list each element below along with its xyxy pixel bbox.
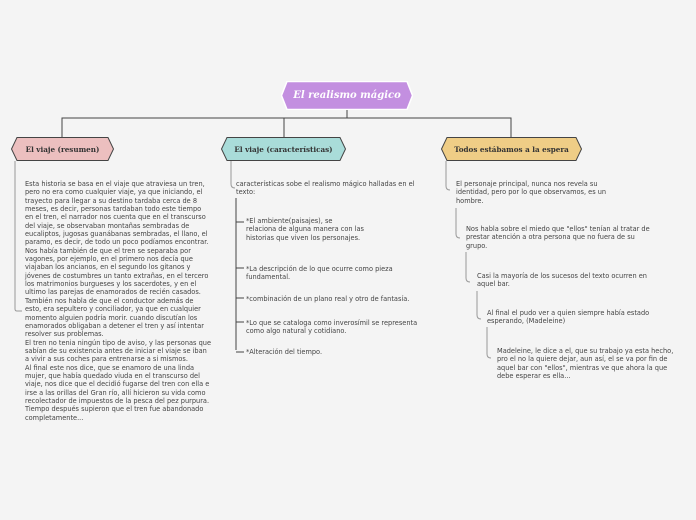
link-espera-4	[487, 327, 491, 358]
branch-topic-espera[interactable]	[441, 137, 582, 161]
link-espera-0	[446, 161, 450, 190]
branch-topic-caracteristicas[interactable]	[221, 137, 346, 161]
branch-topic-espera-label: Todos estábamos a la espera	[454, 144, 569, 154]
link-espera-3	[477, 291, 481, 319]
caracteristica-item[interactable]: *El ambiente(paisajes), se relaciona de alguna manera con las historias que viven los personajes.	[246, 217, 367, 242]
branch-topic-resumen-label: El viaje (resumen)	[25, 144, 100, 154]
caracteristica-item[interactable]: *combinación de un plano real y otro de fantasía.	[246, 295, 410, 303]
espera-item[interactable]: Madeleine, le dice a el, que su trabajo ya esta hecho, pro el no la quiere dejar, aun así, el se va por fin de aquel bar con "ellos", mientras ve que ahora la que debe esperar es ella...	[497, 347, 676, 381]
branch-topic-resumen[interactable]	[11, 137, 114, 161]
caracteristica-item[interactable]: *La descripción de lo que ocurre como pieza fundamental.	[246, 265, 395, 282]
caracteristica-item[interactable]: *Lo que se cataloga como inverosímil se representa como algo natural y cotidiano.	[246, 319, 420, 336]
root-topic-label: El realismo mágico	[293, 90, 401, 101]
link-caract-intro	[231, 161, 235, 188]
caracteristicas-intro[interactable]: características sobe el realismo mágico halladas en el texto:	[236, 180, 417, 197]
caracteristica-item[interactable]: *Alteración del tiempo.	[246, 348, 323, 356]
link-root-resumen	[62, 110, 347, 137]
espera-item[interactable]: Al final el pudo ver a quien siempre había estado esperando, (Madeleine)	[487, 309, 652, 326]
link-root-espera	[347, 118, 511, 137]
link-espera-1	[456, 208, 460, 238]
root-topic[interactable]	[281, 81, 413, 110]
link-resumen-text	[15, 161, 22, 311]
link-espera-2	[466, 252, 470, 282]
espera-item[interactable]: Casi la mayoría de los sucesos del texto ocurren en aquel bar.	[477, 272, 650, 289]
branch-topic-caracteristicas-label: El viaje (características)	[234, 144, 333, 154]
resumen-text[interactable]: Esta historia se basa en el viaje que atraviesa un tren, pero no era como cualquier viaje, ya que iniciando, el trayecto para llegar a su destino tardaba cerca de 8 meses, es decir, personas tardaban todo este tiempo en el tren, el narrador nos cuenta que en el transcurso del viaje, se observaban montañas sembradas de eucaliptos, jugosas guanábanas sembradas, el llano, el paramo, es decir, de todo un poco podíamos encontrar. Nos había también de que el tren se separaba por vagones, por ejemplo, en el primero nos decía que viajaban los ancianos, en el segundo los gitanos y jóvenes de costumbres un tanto extrañas, en el tercero los matrimonios burgueses y los sacerdotes, y en el ultimo las parejas de enamorados de recién casados. También nos habla de que el conductor además de esto, era sepultero y conciliador, ya que en cualquier momento alguien podría morir. cuando discutían los enamorados obligaban a detener el tren y así intentar resolver sus problemas. El tren no tenia ningún tipo de aviso, y las personas que sabían de su existencia antes de iniciar el viaje se iban a vivir a sus coches para entrenarse a si mismos. Al final este nos dice, que se enamoro de una linda mujer, que había quedado viuda en el transcurso del viaje, nos dice que el decidió fugarse del tren con ella e irse a las orillas del Gran río, allí hicieron su vida como recolectador de impuestos de la pesca del pez purpura. Tiempo después supieron que el tren fue abandonado completamente...	[25, 180, 212, 422]
espera-item[interactable]: Nos habla sobre el miedo que "ellos" tenían al tratar de prestar atención a otra persona que no fuera de su grupo.	[466, 225, 652, 250]
espera-item[interactable]: El personaje principal, nunca nos revela su identidad, pero por lo que observamos, es un hombre.	[456, 180, 609, 205]
